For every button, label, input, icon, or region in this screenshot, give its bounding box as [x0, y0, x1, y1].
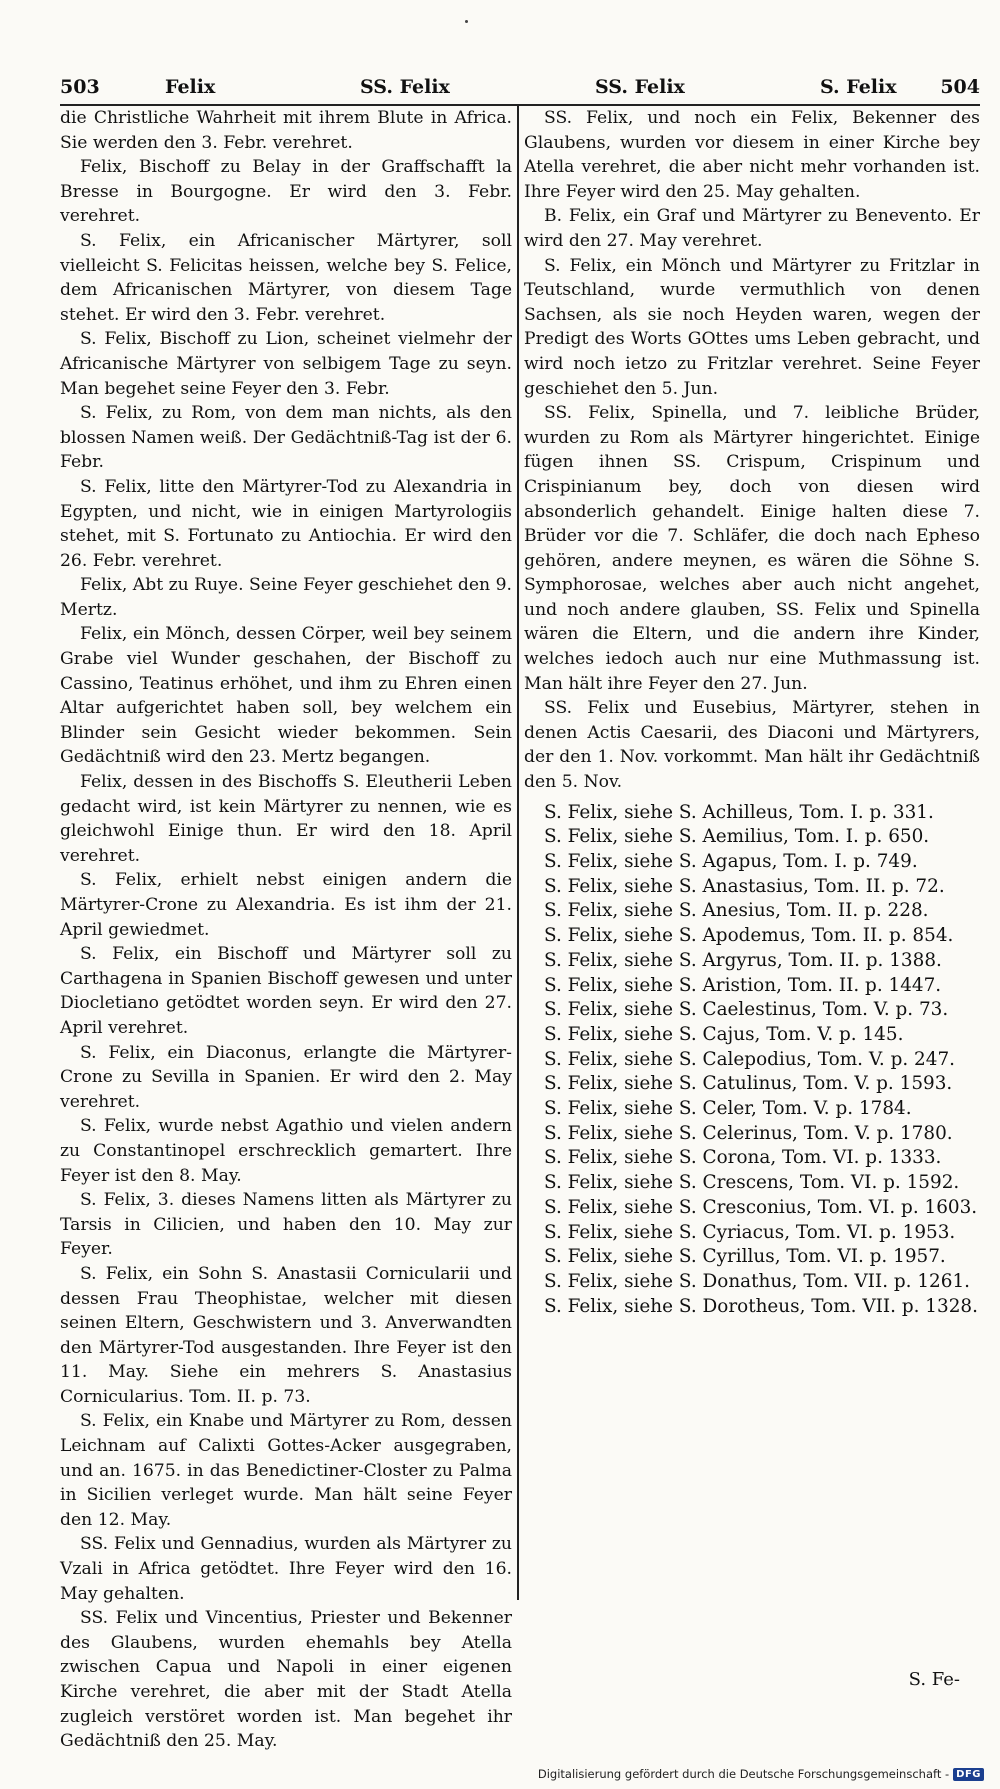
text-columns: [60, 106, 980, 1752]
digitization-footer: [538, 1767, 984, 1781]
dfg-logo: DFG: [953, 1768, 984, 1781]
lexicon-entry: SS. Felix und Vincentius, Priester und Bekenner des Glaubens, wurden ehemahls bey Atella zwischen Capua und Napoli in einer eigenen Kirche verehret, die aber mit der Stadt Atella zugleich verstöret worden ist. Man begehet ihr Gedächtniß den 25. May.: [60, 1608, 512, 1752]
cross-reference-entry: S. Felix, siehe S. Cajus, Tom. V. p. 145.: [544, 1023, 904, 1045]
right-column: [524, 106, 980, 1660]
cross-reference-entry: S. Felix, siehe S. Celer, Tom. V. p. 1784.: [544, 1098, 912, 1120]
cross-reference-entry: S. Felix, siehe S. Anesius, Tom. II. p. 228.: [544, 900, 929, 922]
lexicon-entry: S. Felix, ein Diaconus, erlangte die Märtyrer-Crone zu Sevilla in Spanien. Er wird den 2. May verehret.: [60, 1042, 512, 1112]
lexicon-entry: S. Felix, ein Bischoff und Märtyrer soll zu Carthagena in Spanien Bischoff gewesen und unter Diocletiano getödtet worden seyn. Er wird den 27. April verehret.: [60, 944, 512, 1038]
lexicon-entry: S. Felix, ein Africanischer Märtyrer, soll vielleicht S. Felicitas heissen, welche bey S. Felice, dem Africanischen Märtyrer, von diesem Tage stehet. Er wird den 3. Febr. verehret.: [60, 230, 512, 325]
cross-reference-entry: S. Felix, siehe S. Caelestinus, Tom. V. p. 73.: [544, 999, 949, 1021]
catchword: S. Fe-: [908, 1669, 960, 1690]
cross-reference-entry: S. Felix, siehe S. Crescens, Tom. VI. p. 1592.: [544, 1172, 960, 1194]
lexicon-entry: SS. Felix, Spinella, und 7. leibliche Brüder, wurden zu Rom als Märtyrer hingerichtet. Einige fügen ihnen SS. Crispum, Crispinum und Crispinianum bey, doch von diesen wird absonderlich gehandelt. Einige halten diese 7. Brüder vor die 7. Schläfer, die doch nach Epheso gehören, andere meynen, es wären die Söhne S. Symphorosae, welches aber auch nicht angehet, und noch andere glauben, SS. Felix und Spinella wären die Eltern, und die andern ihre Kinder, welches iedoch auch nur eine Muthmassung ist. Man hält ihre Feyer den 27. Jun.: [524, 403, 980, 694]
cross-reference-entry: S. Felix, siehe S. Corona, Tom. VI. p. 1333.: [544, 1147, 942, 1169]
cross-reference-entry: S. Felix, siehe S. Anastasius, Tom. II. p. 72.: [544, 875, 945, 897]
lexicon-entry: S. Felix, 3. dieses Namens litten als Märtyrer zu Tarsis in Cilicien, und haben den 10. May zur Feyer.: [60, 1190, 512, 1260]
cross-reference-entry: S. Felix, siehe S. Donathus, Tom. VII. p. 1261.: [544, 1270, 970, 1292]
right-page-number: 504: [940, 76, 980, 98]
cross-reference-entry: S. Felix, siehe S. Cresconius, Tom. VI. p. 1603.: [544, 1196, 978, 1218]
cross-reference-entry: S. Felix, siehe S. Achilleus, Tom. I. p. 331.: [544, 801, 934, 823]
lexicon-entry: S. Felix, ein Mönch und Märtyrer zu Fritzlar in Teutschland, wurde vermuthlich von denen Sachsen, als sie noch Heyden waren, wegen der Predigt des Worts GOttes ums Leben gebracht, und wird noch ietzo zu Fritzlar verehret. Seine Feyer geschiehet den 5. Jun.: [524, 255, 980, 399]
right-header-title: SS. Felix: [595, 76, 685, 98]
footer-text: Digitalisierung gefördert durch die Deutsche Forschungsgemeinschaft -: [537, 1767, 950, 1781]
lexicon-entry: S. Felix, litte den Märtyrer-Tod zu Alexandria in Egypten, und nicht, wie in einigen Martyrologiis stehet, mit S. Fortunato zu Antiochia. Er wird den 26. Febr. verehret.: [60, 476, 512, 571]
cross-reference-entry: S. Felix, siehe S. Dorotheus, Tom. VII. p. 1328.: [544, 1295, 978, 1317]
lexicon-entry: S. Felix, ein Knabe und Märtyrer zu Rom, dessen Leichnam auf Calixti Gottes-Acker ausgegraben, und an. 1675. in das Benedictiner-Closter zu Palma in Sicilien verleget wurde. Man hält seine Feyer den 12. May.: [60, 1411, 512, 1530]
cross-reference-entry: S. Felix, siehe S. Aemilius, Tom. I. p. 650.: [544, 826, 930, 848]
lexicon-entry: S. Felix, erhielt nebst einigen andern die Märtyrer-Crone zu Alexandria. Es ist ihm der 21. April gewiedmet.: [60, 870, 512, 940]
cross-reference-entry: S. Felix, siehe S. Cyriacus, Tom. VI. p. 1953.: [544, 1221, 956, 1243]
lexicon-entry: S. Felix, ein Sohn S. Anastasii Cornicularii und dessen Frau Theophistae, welcher mit diesen seinen Eltern, Geschwistern und 3. Anverwandten den Märtyrer-Tod ausgestanden. Ihre Feyer ist den 11. May. Siehe ein mehrers S. Anastasius Cornicularius. Tom. II. p. 73.: [60, 1263, 512, 1407]
right-header-word: S. Felix: [820, 76, 897, 98]
lexicon-entry: SS. Felix und Gennadius, wurden als Märtyrer zu Vzali in Africa getödtet. Ihre Feyer wird den 16. May gehalten.: [60, 1534, 512, 1604]
cross-reference-entry: S. Felix, siehe S. Aristion, Tom. II. p. 1447.: [544, 974, 942, 996]
column-divider: [517, 106, 519, 1600]
cross-reference-entry: S. Felix, siehe S. Argyrus, Tom. II. p. 1388.: [544, 949, 942, 971]
running-header: [60, 70, 980, 106]
cross-reference-entry: S. Felix, siehe S. Apodemus, Tom. II. p. 854.: [544, 925, 954, 947]
lexicon-entry: SS. Felix, und noch ein Felix, Bekenner des Glaubens, wurden vor diesem in einer Kirche bey Atella verehret, die aber nicht mehr vorhanden ist. Ihre Feyer wird den 25. May gehalten.: [524, 108, 980, 202]
cross-reference-list: [524, 801, 980, 1320]
lexicon-entry: S. Felix, zu Rom, von dem man nichts, als den blossen Namen weiß. Der Gedächtniß-Tag ist der 6. Febr.: [60, 403, 512, 473]
cross-reference-entry: S. Felix, siehe S. Cyrillus, Tom. VI. p. 1957.: [544, 1246, 946, 1268]
left-header-word: Felix: [165, 76, 216, 98]
lexicon-entry: Felix, dessen in des Bischoffs S. Eleutherii Leben gedacht wird, ist kein Märtyrer zu nennen, wie es gleichwohl Einige thun. Er wird den 18. April verehret.: [60, 772, 512, 866]
lexicon-entry: S. Felix, wurde nebst Agathio und vielen andern zu Constantinopel erschrecklich gemartert. Ihre Feyer ist den 8. May.: [60, 1116, 512, 1186]
lexicon-entry: B. Felix, ein Graf und Märtyrer zu Benevento. Er wird den 27. May verehret.: [524, 206, 980, 251]
lexicon-entry: die Christliche Wahrheit mit ihrem Blute in Africa. Sie werden den 3. Febr. verehret.: [60, 108, 512, 153]
left-page-number: 503: [60, 76, 100, 98]
cross-reference-entry: S. Felix, siehe S. Catulinus, Tom. V. p. 1593.: [544, 1073, 953, 1095]
lexicon-entry: Felix, Abt zu Ruye. Seine Feyer geschiehet den 9. Mertz.: [60, 575, 512, 620]
cross-reference-entry: S. Felix, siehe S. Calepodius, Tom. V. p. 247.: [544, 1048, 955, 1070]
book-page: [60, 70, 980, 1752]
right-entries: [524, 106, 980, 795]
left-header-title: SS. Felix: [360, 76, 450, 98]
lexicon-entry: Felix, Bischoff zu Belay in der Graffschafft la Bresse in Bourgogne. Er wird den 3. Febr. verehret.: [60, 157, 512, 227]
lexicon-entry: SS. Felix und Eusebius, Märtyrer, stehen in denen Actis Caesarii, des Diaconi und Märtyrers, der den 1. Nov. vorkommt. Man hält ihr Gedächtniß den 5. Nov.: [524, 698, 980, 793]
lexicon-entry: S. Felix, Bischoff zu Lion, scheinet vielmehr der Africanische Märtyrer von selbigem Tage zu seyn. Man begehet seine Feyer den 3. Febr.: [60, 329, 512, 399]
cross-reference-entry: S. Felix, siehe S. Celerinus, Tom. V. p. 1780.: [544, 1122, 953, 1144]
cross-reference-entry: S. Felix, siehe S. Agapus, Tom. I. p. 749.: [544, 851, 918, 873]
lexicon-entry: Felix, ein Mönch, dessen Cörper, weil bey seinem Grabe viel Wunder geschahen, der Bischoff zu Cassino, Teatinus erhöhet, und ihm zu Ehren einen Altar aufgerichtet haben soll, bey welchem ein Blinder sein Gesicht wieder bekommen. Sein Gedächtniß wird den 23. Mertz begangen.: [60, 624, 512, 768]
left-column: [60, 106, 512, 1752]
print-speck: [465, 20, 468, 23]
